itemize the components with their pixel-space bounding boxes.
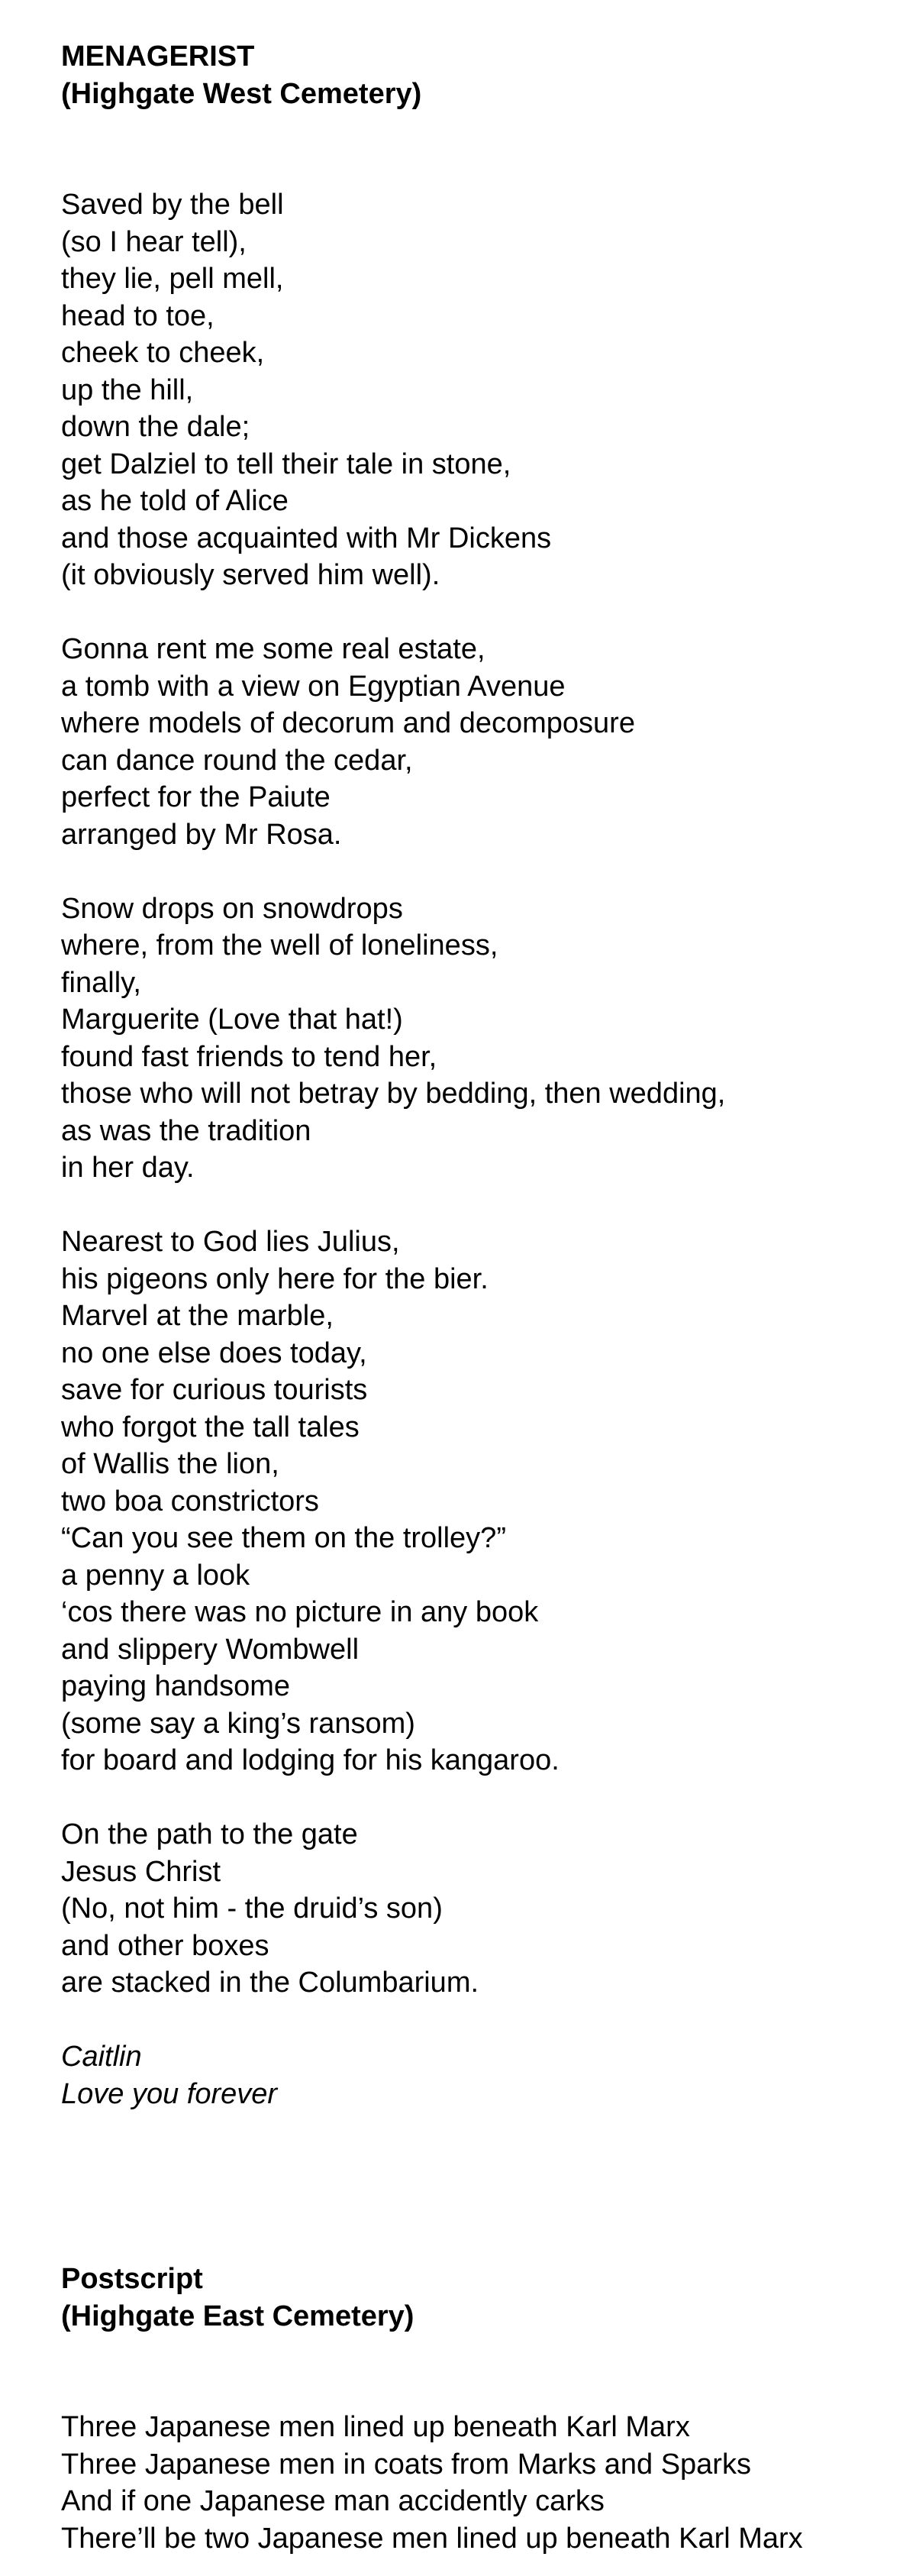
poem-line: Three Japanese men in coats from Marks and Sparks — [61, 2448, 751, 2481]
poem-line: of Wallis the lion, — [61, 1448, 279, 1480]
poem-line: (it obviously served him well). — [61, 559, 440, 591]
stanza-4 — [61, 1223, 885, 1779]
poem-line: for board and lodging for his kangaroo. — [61, 1744, 560, 1776]
poem-title — [61, 38, 885, 112]
poem-line: a penny a look — [61, 1559, 250, 1592]
postscript-title-subtitle: (Highgate East Cemetery) — [61, 2300, 414, 2332]
poem-line: (some say a king’s ransom) — [61, 1707, 415, 1740]
poem-line: two boa constrictors — [61, 1485, 319, 1517]
poem-line: down the dale; — [61, 411, 250, 443]
poem-line: no one else does today, — [61, 1336, 367, 1369]
poem-line: finally, — [61, 966, 141, 999]
poem-line: can dance round the cedar, — [61, 744, 413, 777]
poem-line: On the path to the gate — [61, 1818, 358, 1850]
poem-line: Saved by the bell — [61, 189, 284, 221]
poem-line: There’ll be two Japanese men lined up beneath Karl Marx — [61, 2522, 803, 2555]
stanza-1 — [61, 186, 885, 594]
poem-line: and those acquainted with Mr Dickens — [61, 522, 552, 554]
poem-line: in her day. — [61, 1152, 195, 1184]
poem-line: those who will not betray by bedding, then wedding, — [61, 1078, 726, 1110]
poem-line: who forgot the tall tales — [61, 1411, 360, 1443]
poem-line: Three Japanese men lined up beneath Karl Marx — [61, 2411, 690, 2443]
poem-line: a tomb with a view on Egyptian Avenue — [61, 670, 566, 703]
poem-line: Nearest to God lies Julius, — [61, 1226, 400, 1258]
poem-line: (so I hear tell), — [61, 225, 247, 258]
dedication-name: Caitlin — [61, 2041, 142, 2073]
stanza-2 — [61, 631, 885, 853]
poem-line: cheek to cheek, — [61, 337, 265, 369]
dedication-message: Love you forever — [61, 2077, 278, 2110]
poem-line: Marvel at the marble, — [61, 1300, 334, 1332]
poem-line: (No, not him - the druid’s son) — [61, 1892, 443, 1925]
poem-line: found fast friends to tend her, — [61, 1040, 437, 1073]
poem-line: where models of decorum and decomposure — [61, 707, 635, 739]
poem-title-main: MENAGERIST — [61, 40, 255, 73]
poem-line: as was the tradition — [61, 1114, 311, 1147]
postscript-title — [61, 2261, 885, 2335]
poem-line: head to toe, — [61, 299, 214, 332]
poem-title-subtitle: (Highgate West Cemetery) — [61, 77, 422, 110]
stanza-3 — [61, 890, 885, 1187]
postscript-stanza — [61, 2409, 885, 2557]
poem-line: and slippery Wombwell — [61, 1633, 360, 1666]
poem-line: where, from the well of loneliness, — [61, 929, 498, 962]
poem-line: his pigeons only here for the bier. — [61, 1262, 489, 1295]
poem-line: save for curious tourists — [61, 1374, 368, 1406]
poem-line: up the hill, — [61, 373, 194, 406]
poem-line: they lie, pell mell, — [61, 263, 284, 295]
poem-line: Gonna rent me some real estate, — [61, 633, 485, 665]
poem-line: as he told of Alice — [61, 485, 289, 517]
postscript-title-main: Postscript — [61, 2263, 203, 2295]
poem-line: Marguerite (Love that hat!) — [61, 1004, 403, 1036]
poem-line: are stacked in the Columbarium. — [61, 1967, 479, 1999]
poem-line: Snow drops on snowdrops — [61, 892, 403, 925]
poem-line: ‘cos there was no picture in any book — [61, 1596, 539, 1628]
poem-line: perfect for the Paiute — [61, 781, 331, 813]
poem-line: arranged by Mr Rosa. — [61, 818, 342, 851]
stanza-5 — [61, 1816, 885, 2002]
document-page — [61, 38, 885, 2557]
poem-line: “Can you see them on the trolley?” — [61, 1522, 506, 1554]
poem-line: get Dalziel to tell their tale in stone, — [61, 448, 511, 480]
poem-line: And if one Japanese man accidently carks — [61, 2485, 605, 2517]
dedication — [61, 2038, 885, 2112]
poem-line: paying handsome — [61, 1670, 290, 1702]
poem-line: and other boxes — [61, 1929, 269, 1962]
poem-line: Jesus Christ — [61, 1855, 221, 1888]
